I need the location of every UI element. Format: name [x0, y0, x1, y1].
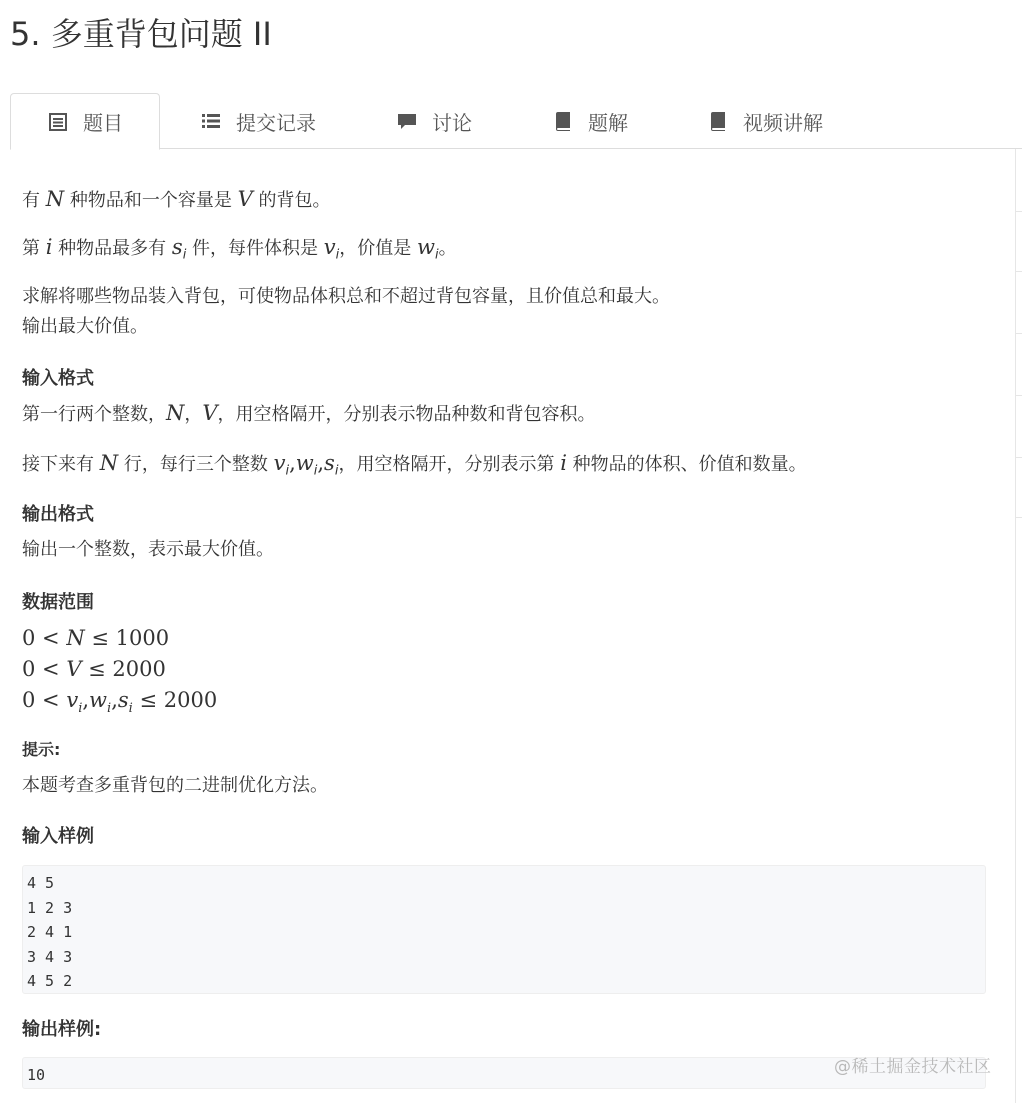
tab-label: 题解 [588, 110, 628, 135]
book-icon [707, 110, 729, 132]
code-line: 3 4 3 [27, 947, 73, 966]
output-format-heading: 输出格式 [22, 504, 94, 525]
watermark: @稀土掘金技术社区 [834, 1057, 992, 1077]
comment-icon [396, 110, 418, 132]
hint-text: 本题考查多重背包的二进制优化方法。 [22, 775, 328, 796]
code-line: 1 2 3 [27, 898, 73, 917]
tab-submissions[interactable] [200, 93, 316, 149]
tab-bar [10, 93, 1022, 149]
hint-heading: 提示: [22, 740, 61, 759]
desc-line-2: 第 i 种物品最多有 $s_i$ 件，每件体积是 $v_i$，价值是 $w_i$。 [22, 235, 457, 263]
desc-line-4: 输出最大价值。 [22, 316, 148, 337]
tab-label: 讨论 [432, 110, 472, 135]
code-line: 4 5 [27, 874, 55, 892]
input-format-line-2: 接下来有 N 行，每行三个整数 $v_i,w_i,s_i$，用空格隔开，分别表示第 i 种物品的体积、价值和数量。 [22, 451, 807, 479]
tab-discussion[interactable] [396, 93, 472, 149]
range-line-1: 0 < N ≤ 1000 [22, 626, 170, 650]
tab-problem[interactable] [10, 93, 160, 150]
code-line: 4 5 2 [27, 972, 73, 990]
input-format-line-1: 第一行两个整数，N，V，用空格隔开，分别表示物品种数和背包容积。 [22, 401, 596, 425]
list-icon [200, 110, 222, 132]
range-line-3: $0 < v_i,w_i,s_i \le 2000$ [22, 688, 218, 717]
code-line: 2 4 1 [27, 923, 73, 941]
code-line: 10 [27, 1066, 46, 1084]
tab-label: 题目 [83, 111, 123, 135]
sample-input-heading: 输入样例 [22, 826, 94, 847]
desc-line-3: 求解将哪些物品装入背包，可使物品体积总和不超过背包容量，且价值总和最大。 [22, 286, 670, 307]
tab-label: 视频讲解 [743, 110, 823, 135]
tab-video-explanation[interactable] [707, 93, 823, 149]
sample-input-code [22, 865, 986, 994]
tab-solutions[interactable] [552, 93, 628, 149]
tab-label: 提交记录 [236, 110, 316, 135]
document-icon [47, 111, 69, 133]
sample-output-heading: 输出样例: [22, 1019, 102, 1040]
side-panel-edge [1015, 149, 1022, 1103]
output-format-text: 输出一个整数，表示最大价值。 [22, 539, 274, 560]
input-format-heading: 输入格式 [22, 368, 94, 389]
problem-title: 5. 多重背包问题 II [10, 15, 272, 53]
book-icon [552, 110, 574, 132]
range-line-2: 0 < V ≤ 2000 [22, 657, 166, 681]
range-heading: 数据范围 [22, 592, 94, 613]
desc-line-1: 有 N 种物品和一个容量是 V 的背包。 [22, 187, 331, 211]
